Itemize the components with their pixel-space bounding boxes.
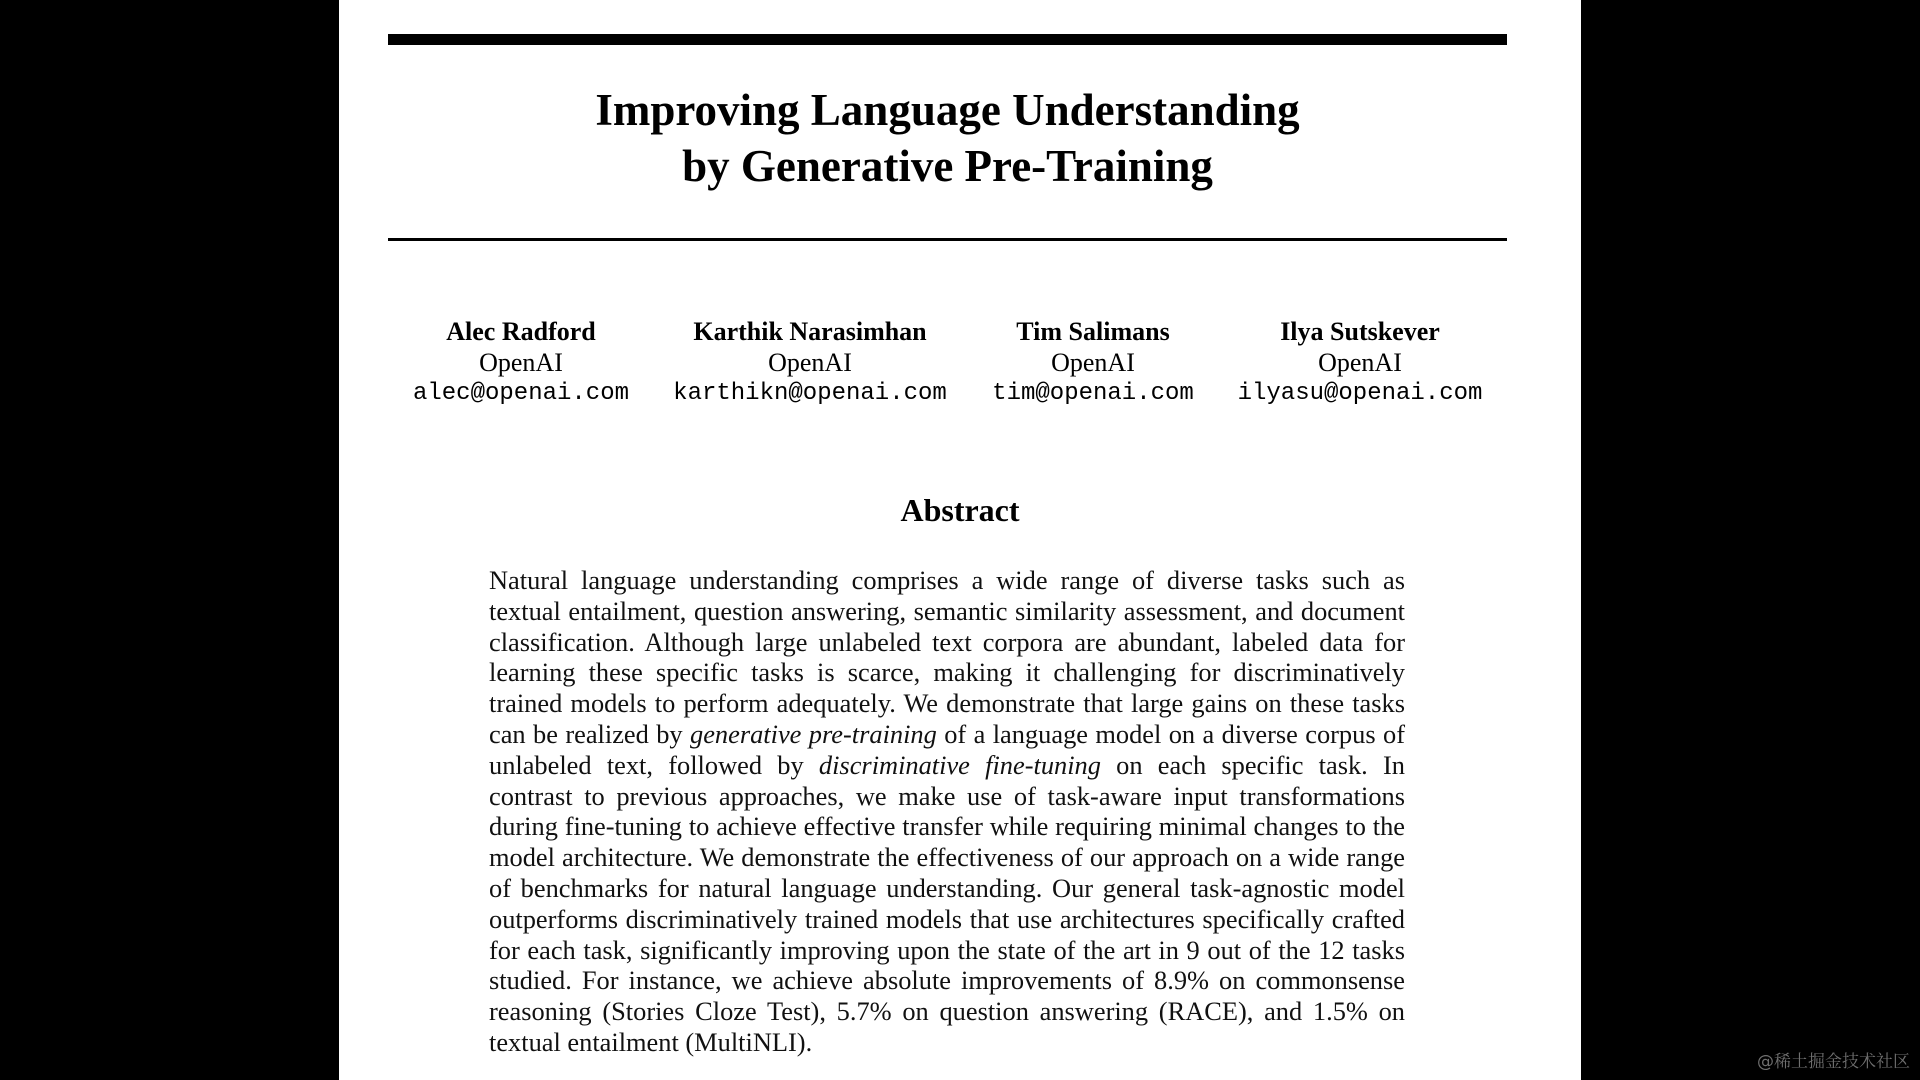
author-name: Ilya Sutskever	[1280, 317, 1440, 346]
abstract-text-part: on each specific task. In contrast to previous approaches, we make use of task-aware input transformations during fine-tuning to achieve effective transfer while requiring minimal changes to the model architecture. We demonstrate the effectiveness of our approach on a wide range of benchmarks for natural language understanding. Our general task-agnostic model outperforms discriminatively trained models that use architectures specifically crafted for each task, significantly improving upon the state of the art in 9 out of the 12 tasks studied. For instance, we achieve absolute improvements of 8.9% on commonsense reasoning (Stories Cloze Test), 5.7% on question answering (RACE), and 1.5% on textual entailment (MultiNLI).	[489, 749, 1405, 1057]
author-block	[673, 316, 947, 410]
abstract-emphasis: generative pre-training	[690, 718, 937, 749]
paper-page	[339, 0, 1581, 1080]
abstract-text-part: of a language model on a diverse corpus of unlabeled text, followed by	[489, 718, 1405, 780]
author-name: Karthik Narasimhan	[693, 317, 927, 346]
abstract-emphasis: discriminative fine-tuning	[818, 749, 1101, 780]
watermark-text: @稀土掘金技术社区	[1757, 1052, 1910, 1072]
paper-title-line-1: Improving Language Understanding	[595, 85, 1300, 135]
author-affiliation: OpenAI	[479, 348, 563, 377]
abstract-heading: Abstract	[900, 492, 1020, 528]
author-affiliation: OpenAI	[1318, 348, 1402, 377]
author-email: tim@openai.com	[992, 380, 1194, 407]
paper-title	[388, 82, 1507, 194]
author-email: ilyasu@openai.com	[1237, 380, 1483, 407]
abstract-text	[489, 565, 1405, 1058]
abstract-text-part: Natural language understanding comprises a wide range of diverse tasks such as textual entailment, question answering, semantic similarity assessment, and document classification. Although large unlabeled text corpora are abundant, labeled data for learning these specific tasks is scarce, making it challenging for discriminatively trained models to perform adequately. We demonstrate that large gains on these tasks can be realized by	[489, 565, 1405, 749]
author-name: Alec Radford	[446, 317, 596, 346]
author-email: karthikn@openai.com	[673, 380, 947, 407]
author-affiliation: OpenAI	[768, 348, 852, 377]
title-bottom-rule	[388, 238, 1507, 241]
author-list	[339, 316, 1581, 416]
paper-title-line-2: by Generative Pre-Training	[682, 141, 1213, 191]
author-block	[1238, 316, 1483, 410]
author-block	[992, 316, 1194, 410]
title-top-rule	[388, 34, 1507, 45]
author-email: alec@openai.com	[412, 380, 630, 407]
author-affiliation: OpenAI	[1051, 348, 1135, 377]
author-block	[413, 316, 629, 410]
author-name: Tim Salimans	[1016, 317, 1170, 346]
